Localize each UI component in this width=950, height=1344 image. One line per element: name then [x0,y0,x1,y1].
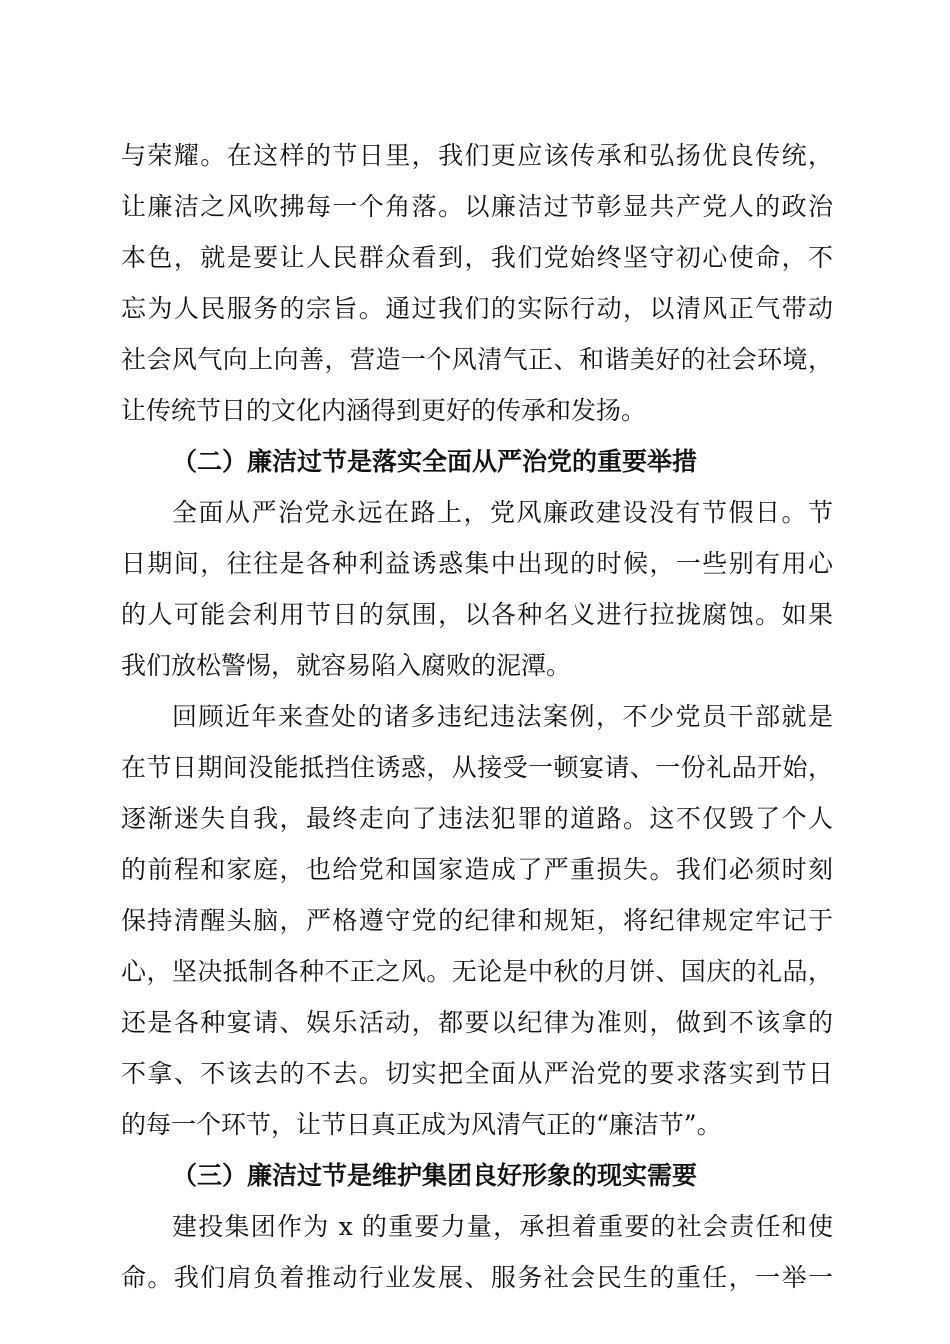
text-line: 逐渐迷失自我，最终走向了违法犯罪的道路。这不仅毁了个人 [121,804,833,833]
text-line: 让廉洁之风吹拂每一个角落。以廉洁过节彰显共产党人的政治 [121,192,833,221]
text-line: 命。我们肩负着推动行业发展、服务社会民生的重任，一举一 [121,1263,833,1292]
text-line: 保持清醒头脑，严格遵守党的纪律和规矩，将纪律规定牢记于 [121,906,833,935]
text-line: 忘为人民服务的宗旨。通过我们的实际行动，以清风正气带动 [121,294,833,323]
paragraph-first-line: 全面从严治党永远在路上，党风廉政建设没有节假日。节 [172,498,833,527]
text-line: 在节日期间没能抵挡住诱惑，从接受一顿宴请、一份礼品开始， [121,753,833,782]
text-line: 的每一个环节，让节日真正成为风清气正的“廉洁节”。 [121,1110,722,1139]
text-line: 我们放松警惕，就容易陷入腐败的泥潭。 [121,651,572,680]
text-line: 还是各种宴请、娱乐活动，都要以纪律为准则，做到不该拿的 [121,1008,833,1037]
text-line: 心，坚决抵制各种不正之风。无论是中秋的月饼、国庆的礼品， [121,957,833,986]
text-line: 本色，就是要让人民群众看到，我们党始终坚守初心使命，不 [121,243,833,272]
paragraph-first-line: 回顾近年来查处的诸多违纪违法案例，不少党员干部就是 [172,702,833,731]
text-line: 不拿、不该去的不去。切实把全面从严治党的要求落实到节日 [121,1059,833,1088]
section-heading: （三）廉洁过节是维护集团良好形象的现实需要 [172,1161,698,1190]
section-heading: （二）廉洁过节是落实全面从严治党的重要举措 [172,447,698,476]
text-line: 与荣耀。在这样的节日里，我们更应该传承和弘扬优良传统， [121,141,833,170]
text-line: 让传统节日的文化内涵得到更好的传承和发扬。 [121,396,647,425]
text-line: 社会风气向上向善，营造一个风清气正、和谐美好的社会环境， [121,345,833,374]
text-line: 的人可能会利用节日的氛围，以各种名义进行拉拢腐蚀。如果 [121,600,833,629]
paragraph-first-line: 建投集团作为 x 的重要力量，承担着重要的社会责任和使 [172,1212,833,1241]
text-line: 日期间，往往是各种利益诱惑集中出现的时候，一些别有用心 [121,549,833,578]
text-line: 的前程和家庭，也给党和国家造成了严重损失。我们必须时刻 [121,855,833,884]
